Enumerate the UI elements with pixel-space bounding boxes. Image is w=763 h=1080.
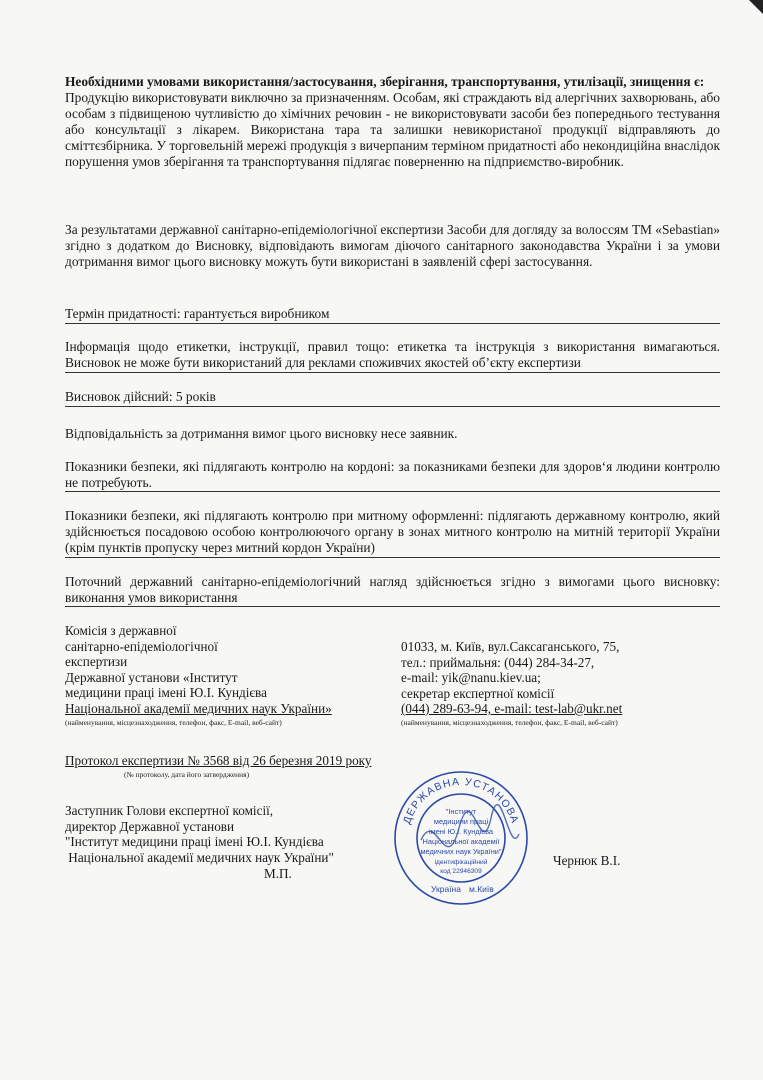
divider [65,491,720,492]
conditions-text: Продукцію використовувати виключно за призначенням. Особам, які страждають від алергічних захворювань, або особам з підвищеною чутливістю до хімічних речовин - не використовувати засоби без попереднього тестування або консультації з лікарем. Використана тара та залишки невикористаної продукції відправляють до сміттєзбірника. У торговельній мережі продукція з вичерпаним терміном придатності або некондиційна внаслідок порушення умов зберігання та транспортування підлягає поверненню на підприємство-виробник. [65,90,720,169]
conditions-heading: Необхідними умовами використання/застосування, зберігання, транспортування, утилізації, знищення є: [65,74,705,89]
stamp-inner-line: Національної академії [422,837,500,846]
signature-line: директор Державної установи [65,818,235,834]
stamp-inner-line: медицини праці [433,817,489,826]
divider [65,323,720,324]
commission-left-underlined: Національної академії медичних наук України» [65,700,332,716]
commission-left-line: Комісія з державної [65,623,177,638]
divider [65,406,720,407]
commission-left-line: медицини праці імені Ю.І. Кундієва [65,685,267,700]
commission-right-caption: (найменування, місцезнаходження, телефон, факс, E-mail, веб-сайт) [401,718,618,727]
shelf-life: Термін придатності: гарантується виробником [65,306,330,321]
commission-left-line: експертизи [65,654,128,669]
commission-right-line: секретар експертної комісії [401,685,555,701]
commission-left-caption: (найменування, місцезнаходження, телефон, факс, E-mail, веб-сайт) [65,718,282,727]
stamp-ring-bottom-left: Україна [431,884,461,894]
commission-right [401,639,731,717]
commission-right-line: 01033, м. Київ, вул.Саксаганського, 75, [401,639,620,654]
mp-mark: М.П. [264,866,292,881]
stamp-ring-top: ДЕРЖАВНА УСТАНОВА [401,775,521,826]
conditions-section [65,74,720,170]
stamp-inner-line: ідентифікаційний [434,859,488,866]
divider [65,606,720,607]
validity: Висновок дійсний: 5 років [65,389,216,404]
stamp-inner-line: "Інститут [445,807,477,816]
signature-line: "Інститут медицини праці імені Ю.І. Кундієва [65,834,324,849]
labeling-info: Інформація щодо етикетки, інструкції, правил тощо: етикетка та інструкція з використання вимагаються. Висновок не може бути використаний для реклами споживчих якостей об’єкту експертизи [65,339,720,370]
stamp-inner-line: медичних наук України" [420,847,502,856]
stamp-ring-bottom-right: м.Київ [469,884,494,894]
divider [65,557,720,558]
signature-line: Національної академії медичних наук України" [65,849,334,865]
stamp-inner-line: імені Ю.І. Кундієва [428,827,494,836]
commission-right-line: тел.: приймальня: (044) 284-34-27, [401,654,595,670]
border-control: Показники безпеки, які підлягають контролю на кордоні: за показниками безпеки для здоров‘я людини контролю не потребують. [65,459,720,490]
results-paragraph: За результатами державної санітарно-епідеміологічної експертизи Засоби для догляду за волоссям ТМ «Sebastian» згідно з додатком до Висновку, відповідають вимогам діючого санітарного законодавства України і за умови дотримання вимог цього висновку можуть бути використані в заявленій сфері застосування. [65,222,720,269]
responsibility: Відповідальність за дотримання вимог цього висновку несе заявник. [65,426,458,441]
official-stamp [391,768,531,908]
signature-block [65,803,395,865]
commission-left-line: санітарно-епідеміологічної [65,638,218,654]
page-corner-mark [749,0,763,14]
supervision: Поточний державний санітарно-епідеміологічний нагляд здійснюється згідно з вимогами цього висновку: виконання умов використання [65,574,720,605]
commission-left [65,623,365,716]
divider [65,372,720,373]
protocol-text: Протокол експертизи № 3568 від 26 березня 2019 року [65,753,372,768]
signature-line: Заступник Голови експертної комісії, [65,803,274,818]
commission-left-line: Державної установи «Інститут [65,669,238,685]
protocol-caption: (№ протоколу, дата його затвердження) [124,770,250,779]
signer-name: Чернюк В.І. [553,853,621,868]
stamp-inner-line: код 22946309 [440,868,482,875]
customs-control: Показники безпеки, які підлягають контролю при митному оформленні: підлягають державному контролю, який здійснюється посадовою особою контролюючого органу в зонах митного контролю на митній території України (крім пунктів пропуску через митний кордон України) [65,508,720,555]
commission-right-line: e-mail: yik@nanu.kiev.ua; [401,670,541,685]
commission-right-underlined: (044) 289-63-94, e-mail: test-lab@ukr.net [401,701,623,716]
